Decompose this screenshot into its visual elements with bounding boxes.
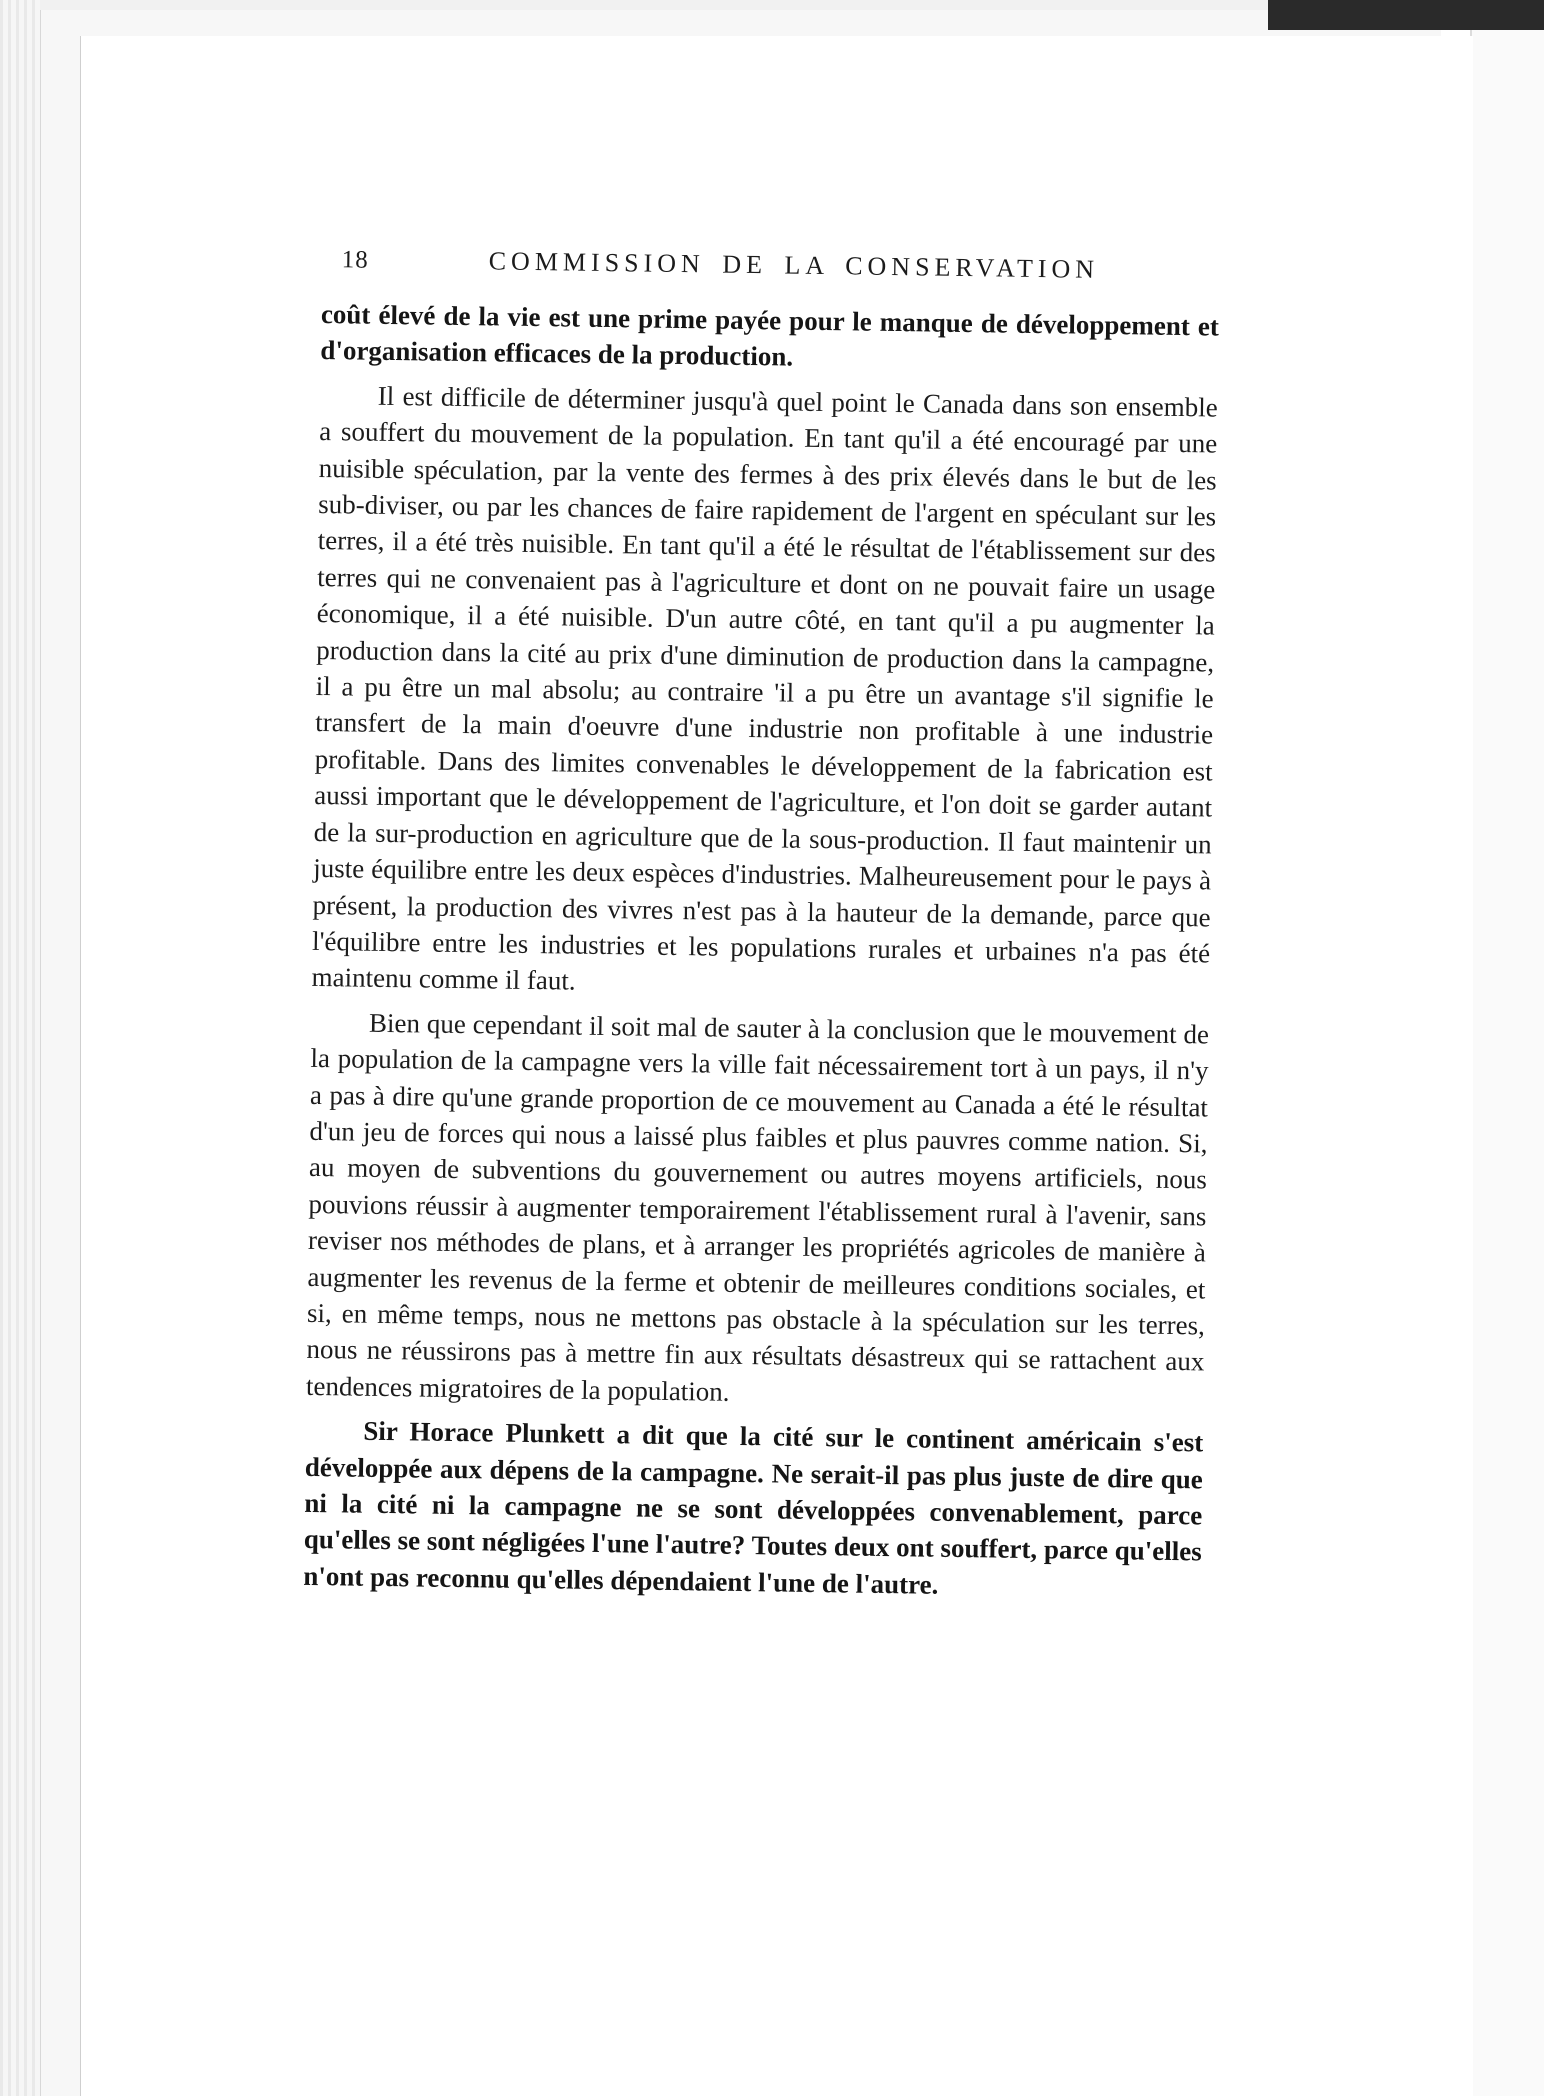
page-number: 18 bbox=[341, 246, 369, 274]
page-content bbox=[303, 238, 1220, 1615]
paragraph-2: Il est difficile de déterminer jusqu'à quel point le Canada dans son ensemble a souffert du mouvement de la population. En tant qu'il a été encouragé par une nuisible spéculation, par la vente des fermes à des prix élevés dans le but de les sub-diviser, ou par les chances de faire rapidement de l'argent en spéculant sur les terres, il a été très nuisible. En tant qu'il a été le résultat de l'établissement sur des terres qui ne convenaient pas à l'agriculture et dont on ne pouvait faire un usage économique, il a été nuisible. D'un autre côté, en tant qu'il a pu augmenter la production dans la cité au prix d'une diminution de production dans la campagne, il a pu être un mal absolu; au contraire 'il a pu être un avantage s'il signifie le transfert de la main d'oeuvre d'une industrie non profitable à une industrie profitable. Dans des limites convenables le développement de la fabrication est aussi important que le développement de l'agriculture, et l'on doit se garder autant de la sur-production en agriculture que de la sous-production. Il faut maintenir un juste équilibre entre les deux espèces d'industries. Malheureusement pour le pays à présent, la production des vivres n'est pas à la hauteur de la demande, parce que l'équilibre entre les industries et les populations rurales et urbaines n'a pas été maintenu comme il faut. bbox=[311, 380, 1218, 996]
book-page-edges bbox=[0, 0, 40, 2096]
paragraph-4: Sir Horace Plunkett a dit que la cité sur le continent américain s'est développée aux dépens de la campagne. Ne serait-il pas plus juste de dire que ni la cité ni la campagne ne se sont développées convenablement, parce qu'elles se sont négligées l'une l'autre? Toutes deux ont souffert, parce qu'elles n'ont pas reconnu qu'elles dépendaient l'une de l'autre. bbox=[303, 1415, 1204, 1600]
scanner-bed-edge bbox=[1268, 0, 1544, 30]
running-title: COMMISSION DE LA CONSERVATION bbox=[488, 246, 1100, 284]
page-fold-edge bbox=[1470, 30, 1544, 2096]
paragraph-3: Bien que cependant il soit mal de sauter à la conclusion que le mouvement de la population de la campagne vers la ville fait nécessairement tort à un pays, il n'y a pas à dire qu'une grande proportion de ce mouvement au Canada a été le résultat d'un jeu de forces qui nous a laissé plus faibles et plus pauvres comme nation. Si, au moyen de subventions du gouvernement ou autres moyens artificiels, nous pouvions réussir à augmenter temporairement l'établissement rural à l'avenir, sans reviser nos méthodes de plans, et à arranger les propriétés agricoles de manière à augmenter les revenus de la ferme et obtenir de meilleures conditions sociales, et si, en même temps, nous ne mettons pas obstacle à la spéculation sur les terres, nous ne réussirons pas à mettre fin aux résultats désastreux qui se rattachent aux tendences migratoires de la population. bbox=[305, 1007, 1210, 1407]
paragraph-1: coût élevé de la vie est une prime payée pour le manque de développement et d'organisation efficaces de la production. bbox=[320, 298, 1220, 372]
